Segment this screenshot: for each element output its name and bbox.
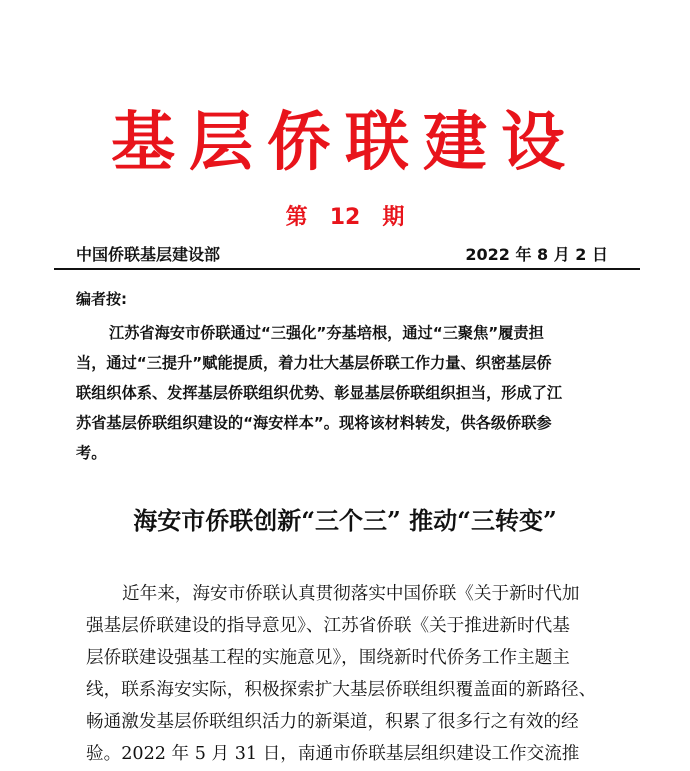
issue-number [0, 204, 690, 232]
issue-prefix: 第 [285, 205, 308, 230]
article-line: 层侨联建设强基工程的实施意见》，围绕新时代侨务工作主题主 [86, 648, 570, 668]
article-line: 近年来，海安市侨联认真贯彻落实中国侨联《关于新时代加 [122, 584, 580, 604]
editor-note-line: 考。 [76, 444, 107, 462]
masthead-title: 基层侨联建设 [111, 105, 579, 180]
issue-value: 12 [329, 205, 361, 230]
editor-note-line: 联组织体系、发挥基层侨联组织优势、彰显基层侨联组织担当，形成了江 [76, 384, 562, 402]
header-divider [54, 268, 640, 270]
issuing-department: 中国侨联基层建设部 [76, 245, 221, 264]
article-title: 海安市侨联创新“三个三” 推动“三转变” [133, 506, 557, 535]
editor-note-line: 苏省基层侨联组织建设的“海安样本”。现将该材料转发，供各级侨联参 [76, 414, 552, 432]
article-line: 强基层侨联建设的指导意见》、江苏省侨联《关于推进新时代基 [86, 616, 570, 636]
article-body [86, 578, 626, 770]
editor-note-line: 当，通过“三提升”赋能提质，着力壮大基层侨联工作力量、织密基层侨 [76, 354, 552, 372]
issue-suffix: 期 [382, 205, 405, 230]
editor-note-text [76, 318, 624, 468]
editor-note-line: 江苏省海安市侨联通过“三强化”夯基培根，通过“三聚焦”履责担 [109, 324, 544, 342]
article-line: 验。2022 年 5 月 31 日，南通市侨联基层组织建设工作交流推 [86, 744, 580, 764]
article-line: 线，联系海安实际，积极探索扩大基层侨联组织覆盖面的新路径、 [86, 680, 597, 700]
issue-date: 2022 年 8 月 2 日 [465, 245, 608, 264]
editor-note-label: 编者按: [76, 290, 127, 308]
article-line: 畅通激发基层侨联组织活力的新渠道，积累了很多行之有效的经 [86, 712, 579, 732]
